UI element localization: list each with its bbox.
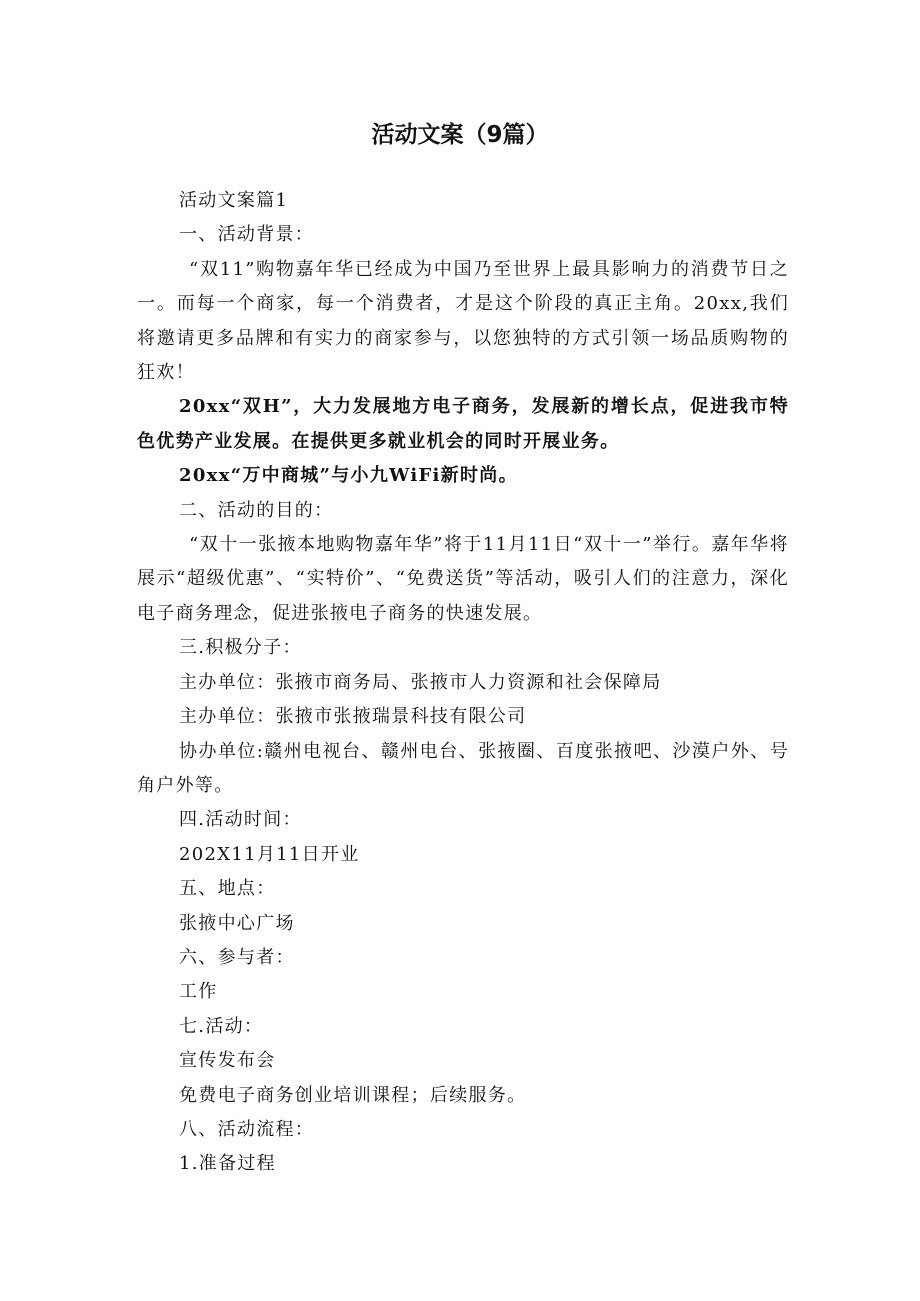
heading-participants-active: 三.积极分子： [179,637,302,659]
paragraph-opening-date: 202X11月11日开业 [179,843,360,865]
paragraph-training-course: 免费电子商务创业培训课程；后续服务。 [179,1084,527,1106]
paragraph-background-intro: “双11”购物嘉年华已经成为中国乃至世界上最具影响力的消费节日之一。而每一个商家，每一个消费者，才是这个阶段的真正主角。20xx,我们将邀请更多品牌和有实力的商家参与，以您独特的方式引领一场品质购物的狂欢！ [137,258,789,384]
heading-attendees: 六、参与者： [179,946,295,968]
section-heading-part-1: 活动文案篇1 [179,190,289,211]
document-title: 活动文案（9篇） [371,122,549,148]
paragraph-location: 张掖中心广场 [179,912,295,934]
heading-activity-background: 一、活动背景： [179,224,315,246]
heading-location: 五、地点： [179,878,276,900]
paragraph-organizer-2: 主办单位：张掖市张掖瑞景科技有限公司 [179,706,527,728]
document-body [137,184,789,1182]
paragraph-purpose: “双十一张掖本地购物嘉年华”将于11月11日“双十一”举行。嘉年华将展示“超级优惠”、“实特价”、“免费送货”等活动，吸引人们的注意力，深化电子商务理念，促进张掖电子商务的快速发展。 [137,534,789,624]
paragraph-co-organizers: 协办单位:赣州电视台、赣州电台、张掖圈、百度张掖吧、沙漠户外、号角户外等。 [137,740,789,796]
heading-activity-time: 四.活动时间： [179,809,302,831]
heading-activity-process: 八、活动流程： [179,1118,315,1140]
paragraph-preparation: 1.准备过程 [179,1153,276,1175]
paragraph-press-conference: 宣传发布会 [179,1050,276,1072]
paragraph-double-h: 20xx“双H”，大力发展地方电子商务，发展新的增长点，促进我市特色优势产业发展。在提供更多就业机会的同时开展业务。 [137,396,789,452]
paragraph-attendees: 工作 [179,981,218,1003]
paragraph-wanzhong-mall: 20xx“万中商城”与小九WiFi新时尚。 [179,465,518,487]
paragraph-organizer-1: 主办单位：张掖市商务局、张掖市人力资源和社会保障局 [179,671,662,693]
heading-activities: 七.活动： [179,1015,264,1037]
heading-activity-purpose: 二、活动的目的： [179,499,334,521]
